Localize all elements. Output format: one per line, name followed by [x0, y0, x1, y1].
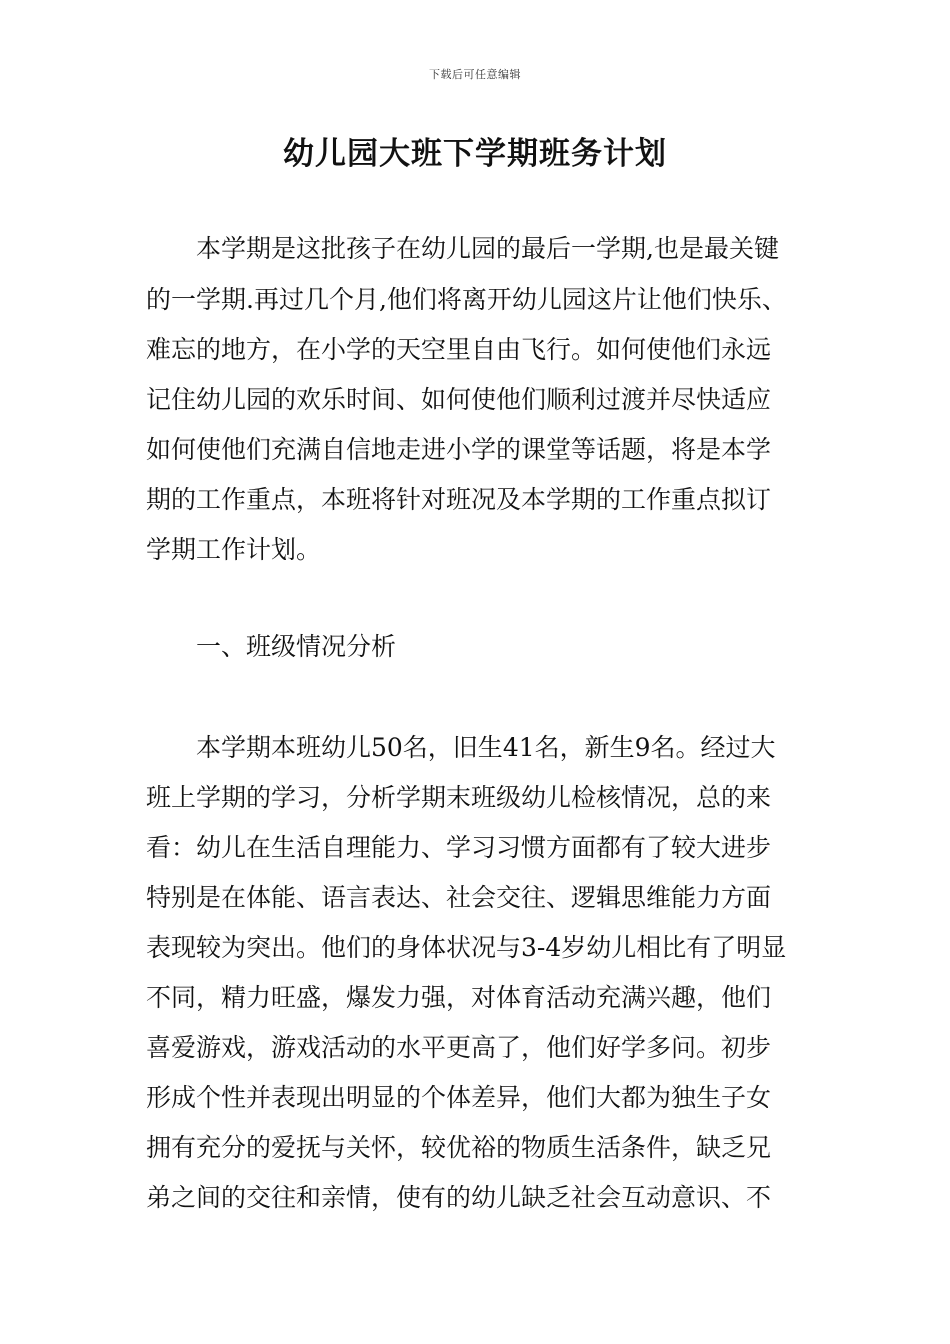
- section1-line: 特别是在体能、语言表达、社会交往、逻辑思维能力方面: [146, 883, 772, 912]
- section1-line: 弟之间的交往和亲情，使有的幼儿缺乏社会互动意识、不: [146, 1183, 772, 1212]
- intro-line: 的一学期.再过几个月,他们将离开幼儿园这片让他们快乐、: [146, 285, 787, 314]
- intro-line: 记住幼儿园的欢乐时间、如何使他们顺利过渡并尽快适应: [146, 385, 772, 414]
- section1-line: 不同，精力旺盛，爆发力强，对体育活动充满兴趣，他们: [146, 983, 772, 1012]
- intro-line: 本学期是这批孩子在幼儿园的最后一学期,也是最关键: [196, 234, 779, 263]
- document-title: 幼儿园大班下学期班务计划: [283, 136, 667, 172]
- section1-line: 看：幼儿在生活自理能力、学习习惯方面都有了较大进步: [146, 833, 772, 862]
- header-note: 下载后可任意编辑: [429, 68, 521, 81]
- section1-line: 表现较为突出。他们的身体状况与3-4岁幼儿相比有了明显: [146, 933, 787, 962]
- section1-line: 形成个性并表现出明显的个体差异，他们大都为独生子女: [146, 1083, 772, 1112]
- intro-line: 如何使他们充满自信地走进小学的课堂等话题，将是本学: [146, 435, 772, 464]
- section1-line: 本学期本班幼儿50名，旧生41名，新生9名。经过大: [196, 733, 776, 762]
- section-heading: 一、班级情况分析: [196, 632, 397, 661]
- intro-line: 期的工作重点，本班将针对班况及本学期的工作重点拟订: [146, 485, 772, 514]
- intro-line: 难忘的地方，在小学的天空里自由飞行。如何使他们永远: [146, 335, 772, 364]
- intro-line: 学期工作计划。: [146, 535, 322, 564]
- section1-line: 拥有充分的爱抚与关怀，较优裕的物质生活条件，缺乏兄: [146, 1133, 772, 1162]
- section1-line: 喜爱游戏，游戏活动的水平更高了，他们好学多问。初步: [146, 1033, 772, 1062]
- section1-line: 班上学期的学习，分析学期末班级幼儿检核情况，总的来: [146, 783, 772, 812]
